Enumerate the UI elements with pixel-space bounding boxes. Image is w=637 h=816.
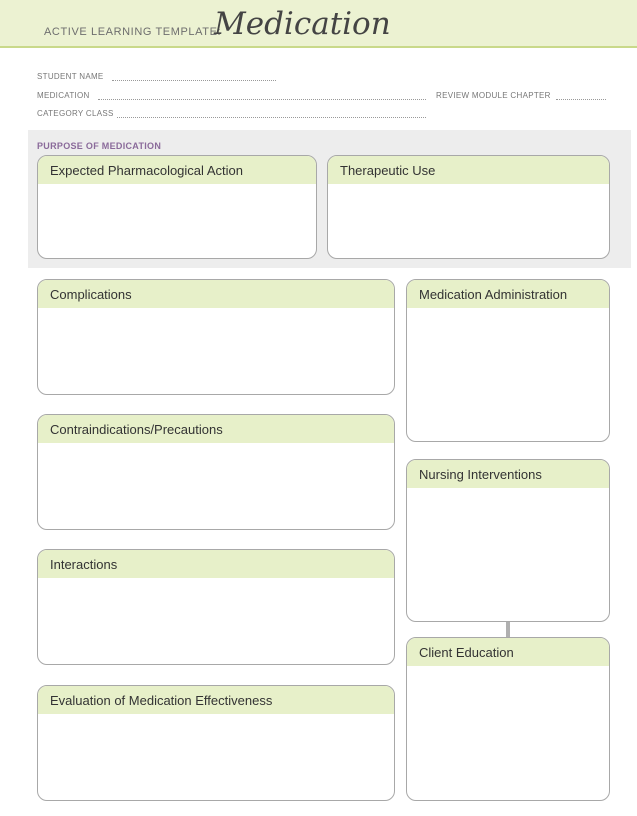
expected-action-box[interactable]	[37, 155, 317, 259]
category-class-label: CATEGORY CLASS	[37, 109, 114, 118]
category-class-field[interactable]	[117, 117, 426, 118]
student-name-label: STUDENT NAME	[37, 72, 104, 81]
medication-administration-header: Medication Administration	[407, 280, 609, 308]
expected-action-header: Expected Pharmacological Action	[38, 156, 316, 184]
medication-administration-box[interactable]	[406, 279, 610, 442]
therapeutic-use-header: Therapeutic Use	[328, 156, 609, 184]
contraindications-header: Contraindications/Precautions	[38, 415, 394, 443]
page-title: Medication	[214, 6, 391, 42]
medication-field[interactable]	[98, 99, 426, 100]
page-header	[0, 0, 637, 48]
therapeutic-use-box[interactable]	[327, 155, 610, 259]
contraindications-box[interactable]	[37, 414, 395, 530]
complications-header: Complications	[38, 280, 394, 308]
interactions-header: Interactions	[38, 550, 394, 578]
client-education-box[interactable]	[406, 637, 610, 801]
evaluation-box[interactable]	[37, 685, 395, 801]
template-prefix: ACTIVE LEARNING TEMPLATE:	[44, 26, 222, 38]
review-module-chapter-label: REVIEW MODULE CHAPTER	[436, 91, 551, 100]
interactions-box[interactable]	[37, 549, 395, 665]
medication-label: MEDICATION	[37, 91, 90, 100]
client-education-header: Client Education	[407, 638, 609, 666]
nursing-interventions-box[interactable]	[406, 459, 610, 622]
connector-line	[506, 622, 510, 637]
review-module-chapter-field[interactable]	[556, 99, 606, 100]
complications-box[interactable]	[37, 279, 395, 395]
purpose-label: PURPOSE OF MEDICATION	[37, 141, 162, 151]
nursing-interventions-header: Nursing Interventions	[407, 460, 609, 488]
evaluation-header: Evaluation of Medication Effectiveness	[38, 686, 394, 714]
student-name-field[interactable]	[112, 80, 276, 81]
